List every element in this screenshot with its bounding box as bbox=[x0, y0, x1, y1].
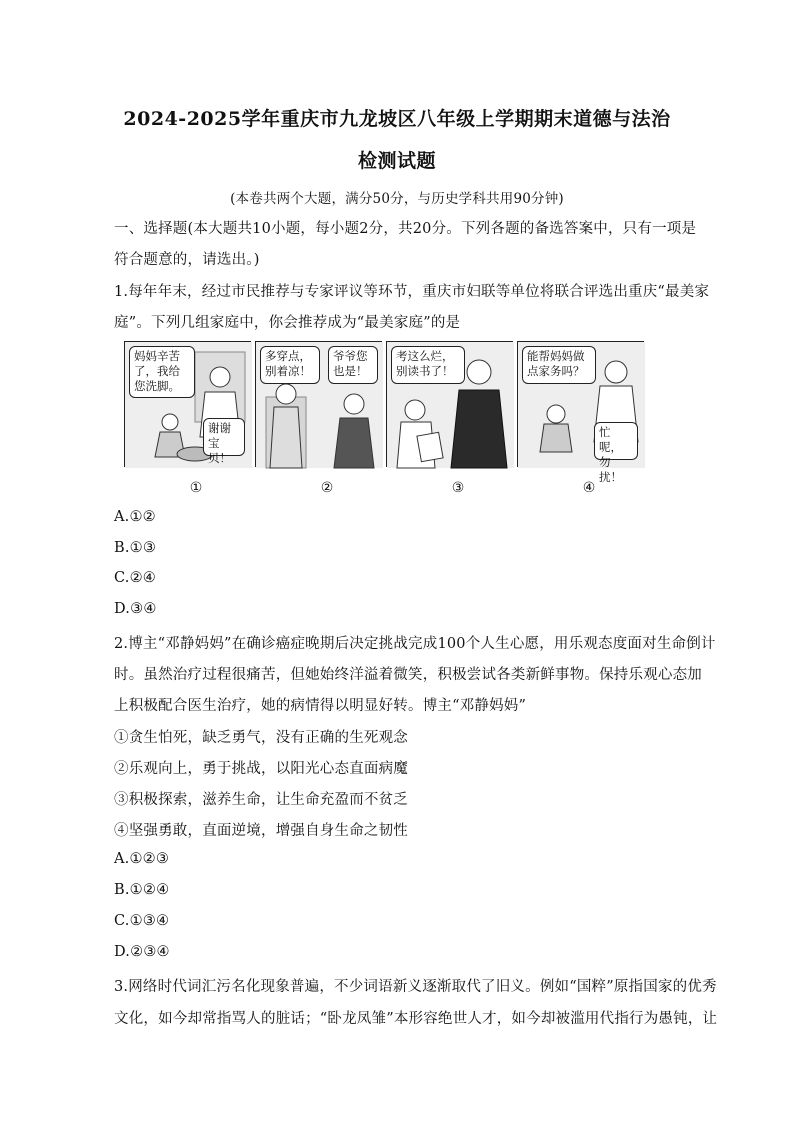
q2-item-4: ④坚强勇敢，直面逆境，增强自身生命之韧性 bbox=[114, 823, 408, 839]
comic-number-3: ③ bbox=[451, 480, 465, 496]
q1-option-d[interactable]: D.③④ bbox=[114, 601, 157, 617]
comic-number-1: ① bbox=[189, 480, 203, 496]
q1-option-b[interactable]: B.①③ bbox=[114, 540, 157, 556]
comic-bubble-4a: 能帮妈妈做 点家务吗？ bbox=[522, 346, 596, 384]
q2-stem-line2: 时。虽然治疗过程很痛苦，但她始终洋溢着微笑，积极尝试各类新鲜事物。保持乐观心态加 bbox=[114, 667, 702, 683]
comic-panel-3 bbox=[386, 341, 513, 467]
q2-option-d[interactable]: D.②③④ bbox=[114, 944, 170, 960]
q2-item-1: ①贪生怕死，缺乏勇气，没有正确的生死观念 bbox=[114, 730, 408, 746]
q1-option-a[interactable]: A.①② bbox=[114, 509, 156, 525]
comic-bubble-2b: 爷爷您 也是！ bbox=[328, 346, 378, 384]
q2-option-c[interactable]: C.①③④ bbox=[114, 913, 170, 929]
q1-stem-line2: 庭”。下列几组家庭中，你会推荐成为“最美家庭”的是 bbox=[114, 315, 461, 331]
comic-bubble-1a: 妈妈辛苦 了，我给 您洗脚。 bbox=[129, 346, 195, 398]
q2-stem-line1: 2.博主“邓静妈妈”在确诊癌症晚期后决定挑战完成100个人生心愿，用乐观态度面对生命倒计 bbox=[114, 636, 716, 652]
q3-stem-line1: 3.网络时代词汇污名化现象普遍，不少词语新义逐渐取代了旧义。例如“国粹”原指国家的优秀 bbox=[114, 979, 717, 995]
q1-comic-strip bbox=[124, 341, 644, 484]
comic-panel-2 bbox=[255, 341, 382, 467]
comic-number-2: ② bbox=[320, 480, 334, 496]
q2-item-3: ③积极探索，滋养生命，让生命充盈而不贫乏 bbox=[114, 792, 408, 808]
q3-stem-line2: 文化，如今却常指骂人的脏话；“卧龙凤雏”本形容绝世人才，如今却被滥用代指行为愚钝，让 bbox=[114, 1011, 718, 1027]
section-instruction-line1: 一、选择题(本大题共10小题，每小题2分，共20分。下列各题的备选答案中，只有一项是 bbox=[114, 221, 697, 237]
comic-number-4: ④ bbox=[582, 480, 596, 496]
comic-panel-1 bbox=[124, 341, 251, 467]
q1-option-c[interactable]: C.②④ bbox=[114, 570, 156, 586]
q2-option-b[interactable]: B.①②④ bbox=[114, 882, 170, 898]
comic-bubble-2a: 多穿点， 别着凉！ bbox=[260, 346, 320, 384]
q2-item-2: ②乐观向上，勇于挑战，以阳光心态直面病魔 bbox=[114, 761, 408, 777]
comic-bubble-3a: 考这么烂， 别读书了！ bbox=[391, 346, 465, 384]
section-instruction-line2: 符合题意的，请选出。) bbox=[114, 252, 260, 268]
q1-stem-line1: 1.每年年末，经过市民推荐与专家评议等环节，重庆市妇联等单位将联合评选出重庆“最美家 bbox=[114, 284, 710, 300]
comic-bubble-1b: 谢谢 宝贝！ bbox=[203, 418, 245, 456]
comic-panel-4 bbox=[517, 341, 644, 484]
page-title-line1: 2024-2025学年重庆市九龙坡区八年级上学期期末道德与法治 bbox=[123, 108, 671, 130]
q2-stem-line3: 上积极配合医生治疗，她的病情得以明显好转。博主“邓静妈妈” bbox=[114, 698, 527, 714]
exam-subtitle: (本卷共两个大题，满分50分，与历史学科共用90分钟) bbox=[230, 191, 564, 207]
q2-option-a[interactable]: A.①②③ bbox=[114, 851, 170, 867]
page-title-line2: 检测试题 bbox=[357, 150, 436, 172]
comic-bubble-4b: 忙呢， 勿扰！ bbox=[594, 422, 638, 460]
